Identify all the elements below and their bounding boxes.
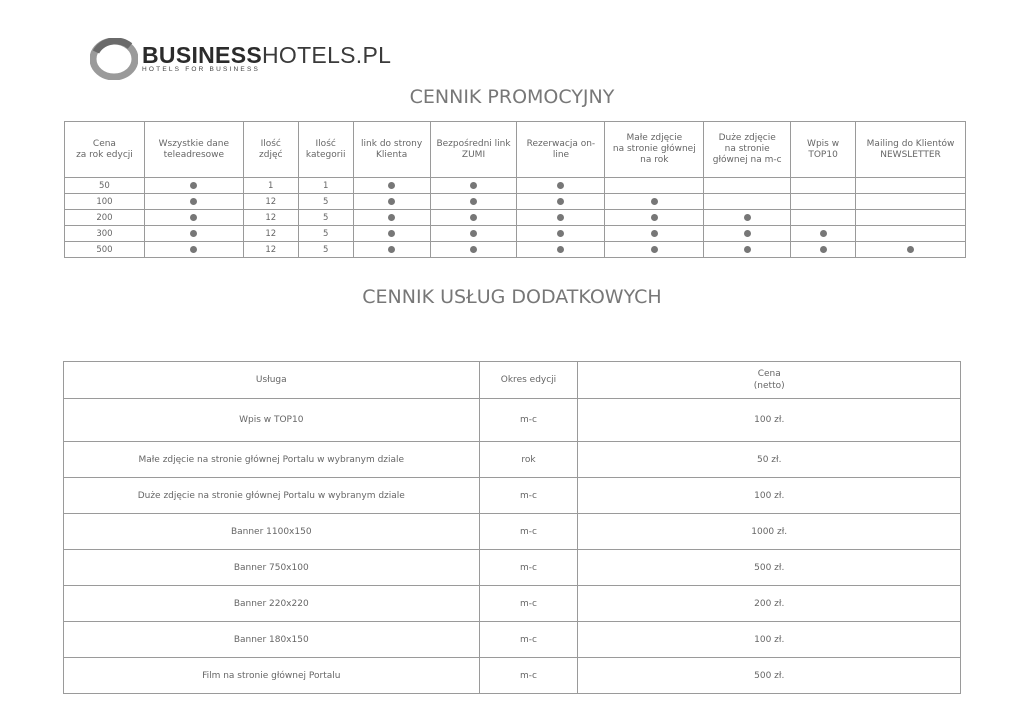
- service-row: [64, 586, 961, 622]
- promo-header-cell: [144, 122, 243, 178]
- promo-header-text: kategorii: [305, 149, 346, 160]
- promo-cell: [430, 226, 517, 242]
- included-dot-icon: [557, 214, 564, 221]
- promo-row: [65, 178, 966, 194]
- included-dot-icon: [470, 198, 477, 205]
- promo-cell: [353, 210, 430, 226]
- included-dot-icon: [190, 214, 197, 221]
- included-dot-icon: [190, 246, 197, 253]
- promo-header-text: na rok: [640, 155, 669, 165]
- promo-cell: [605, 178, 704, 194]
- promo-row: [65, 242, 966, 258]
- service-row: [64, 442, 961, 478]
- promo-cell: [704, 226, 791, 242]
- included-dot-icon: [190, 230, 197, 237]
- promo-header-cell: [605, 122, 704, 178]
- included-dot-icon: [470, 214, 477, 221]
- promo-header-text: Duże zdjęcie: [718, 133, 776, 143]
- promo-cell: [430, 210, 517, 226]
- promo-cell: [856, 242, 966, 258]
- promo-header-text: na stronie głównej: [612, 144, 696, 154]
- service-period-cell: m-c: [479, 586, 578, 622]
- promo-cell: [430, 242, 517, 258]
- service-row: [64, 550, 961, 586]
- promo-cell: [605, 226, 704, 242]
- promo-cell: [704, 210, 791, 226]
- extra-body: [64, 399, 961, 694]
- service-period-cell: m-c: [479, 399, 578, 442]
- included-dot-icon: [388, 182, 395, 189]
- promo-cell: [791, 194, 856, 210]
- promo-cell: 5: [298, 194, 353, 210]
- promo-header-text: ZUMI: [461, 149, 486, 160]
- service-period-cell: rok: [479, 442, 578, 478]
- included-dot-icon: [557, 182, 564, 189]
- promo-header-text: Małe zdjęcie: [626, 133, 683, 143]
- promo-cell: [430, 178, 517, 194]
- service-service-cell: Film na stronie głównej Portalu: [64, 658, 480, 694]
- promo-cell: 300: [65, 226, 145, 242]
- promo-header-cell: [517, 122, 605, 178]
- promo-cell: 100: [65, 194, 145, 210]
- promo-cell: 200: [65, 210, 145, 226]
- promo-header-text: zdjęć: [259, 149, 283, 160]
- included-dot-icon: [651, 230, 658, 237]
- promo-cell: [353, 194, 430, 210]
- included-dot-icon: [651, 214, 658, 221]
- included-dot-icon: [557, 246, 564, 253]
- service-period-cell: m-c: [479, 658, 578, 694]
- promo-cell: 5: [298, 242, 353, 258]
- service-price-cell: 100 zł.: [578, 478, 961, 514]
- promo-header-cell: [65, 122, 145, 178]
- promo-header-text: Wpis w: [807, 138, 840, 149]
- promo-header-cell: [704, 122, 791, 178]
- included-dot-icon: [388, 246, 395, 253]
- header-price: [578, 362, 961, 399]
- promo-cell: [704, 242, 791, 258]
- promo-row: [65, 210, 966, 226]
- promo-header-text: line: [552, 149, 570, 160]
- service-row: [64, 658, 961, 694]
- promo-cell: 5: [298, 226, 353, 242]
- promo-header-cell: [298, 122, 353, 178]
- promo-header-text: Mailing do Klientów: [866, 138, 955, 149]
- promo-cell: [856, 226, 966, 242]
- promo-cell: 12: [243, 194, 298, 210]
- service-period-cell: m-c: [479, 514, 578, 550]
- included-dot-icon: [190, 198, 197, 205]
- promo-cell: [517, 242, 605, 258]
- promo-cell: [144, 210, 243, 226]
- promo-cell: [144, 242, 243, 258]
- logo-ring-icon: [90, 38, 138, 80]
- logo-bold: BUSINESS: [142, 42, 262, 68]
- promo-cell: 50: [65, 178, 145, 194]
- service-row: [64, 478, 961, 514]
- included-dot-icon: [651, 246, 658, 253]
- service-price-cell: 50 zł.: [578, 442, 961, 478]
- promo-cell: 1: [243, 178, 298, 194]
- extra-services-table: [63, 361, 961, 694]
- promo-cell: [144, 194, 243, 210]
- service-period-cell: m-c: [479, 622, 578, 658]
- service-price-cell: 1000 zł.: [578, 514, 961, 550]
- service-price-cell: 100 zł.: [578, 622, 961, 658]
- included-dot-icon: [190, 182, 197, 189]
- promo-header-text: na stronie: [724, 144, 770, 154]
- service-row: [64, 514, 961, 550]
- promo-header-text: TOP10: [808, 149, 838, 160]
- promo-cell: 500: [65, 242, 145, 258]
- included-dot-icon: [744, 230, 751, 237]
- logo-regular: HOTELS.PL: [261, 42, 392, 68]
- promo-header-text: NEWSLETTER: [880, 149, 941, 160]
- promo-header-text: Ilość: [315, 138, 336, 149]
- promo-table: [64, 121, 966, 258]
- included-dot-icon: [388, 214, 395, 221]
- promo-cell: [791, 226, 856, 242]
- promo-cell: [704, 178, 791, 194]
- extra-header-row: [64, 362, 961, 399]
- promo-cell: [353, 242, 430, 258]
- promo-header-text: Ilość: [260, 138, 281, 149]
- service-row: [64, 622, 961, 658]
- header-price-line1: Cena: [757, 369, 781, 379]
- promo-cell: 5: [298, 210, 353, 226]
- service-price-cell: 100 zł.: [578, 399, 961, 442]
- logo: [90, 38, 410, 80]
- included-dot-icon: [907, 246, 914, 253]
- included-dot-icon: [820, 246, 827, 253]
- logo-tagline: HOTELS FOR BUSINESS: [142, 66, 261, 73]
- promo-cell: [605, 242, 704, 258]
- promo-header-text: głównej na m-c: [712, 155, 782, 165]
- promo-cell: [353, 178, 430, 194]
- service-service-cell: Banner 180x150: [64, 622, 480, 658]
- promo-cell: [704, 194, 791, 210]
- included-dot-icon: [470, 246, 477, 253]
- promo-cell: [353, 226, 430, 242]
- promo-header-cell: [791, 122, 856, 178]
- promo-cell: [430, 194, 517, 210]
- promo-header-text: Wszystkie dane: [158, 138, 230, 149]
- promo-cell: [856, 194, 966, 210]
- logo-wordmark: [142, 42, 391, 69]
- promo-header-cell: [353, 122, 430, 178]
- promo-header-text: link do strony: [361, 138, 423, 149]
- promo-cell: [517, 178, 605, 194]
- service-service-cell: Banner 750x100: [64, 550, 480, 586]
- service-service-cell: Duże zdjęcie na stronie głównej Portalu w wybranym dziale: [64, 478, 480, 514]
- promo-cell: 12: [243, 210, 298, 226]
- promo-cell: [791, 210, 856, 226]
- included-dot-icon: [388, 198, 395, 205]
- promo-header-row: [65, 122, 966, 178]
- promo-row: [65, 194, 966, 210]
- promo-cell: [605, 210, 704, 226]
- promo-cell: [144, 226, 243, 242]
- promo-body: [65, 178, 966, 258]
- promo-cell: [517, 194, 605, 210]
- service-service-cell: Banner 1100x150: [64, 514, 480, 550]
- service-service-cell: Banner 220x220: [64, 586, 480, 622]
- included-dot-icon: [820, 230, 827, 237]
- promo-header-cell: [856, 122, 966, 178]
- promo-header-cell: [430, 122, 517, 178]
- promo-cell: [517, 226, 605, 242]
- promo-cell: [791, 178, 856, 194]
- header-service: Usługa: [64, 362, 480, 399]
- promo-header-cell: [243, 122, 298, 178]
- service-service-cell: Wpis w TOP10: [64, 399, 480, 442]
- included-dot-icon: [651, 198, 658, 205]
- promo-header-text: Bezpośredni link: [436, 138, 511, 149]
- included-dot-icon: [744, 214, 751, 221]
- service-price-cell: 500 zł.: [578, 658, 961, 694]
- promo-header-text: Cena: [92, 138, 116, 149]
- service-price-cell: 200 zł.: [578, 586, 961, 622]
- promo-row: [65, 226, 966, 242]
- header-price-line2: (netto): [753, 381, 785, 391]
- promo-header-text: teleadresowe: [163, 149, 225, 160]
- promo-cell: [144, 178, 243, 194]
- service-service-cell: Małe zdjęcie na stronie głównej Portalu w wybranym dziale: [64, 442, 480, 478]
- included-dot-icon: [388, 230, 395, 237]
- promo-header-text: Rezerwacja on-: [526, 138, 596, 149]
- service-period-cell: m-c: [479, 550, 578, 586]
- promo-cell: [517, 210, 605, 226]
- promo-header-text: za rok edycji: [76, 149, 133, 160]
- promo-cell: [856, 210, 966, 226]
- promo-cell: [791, 242, 856, 258]
- included-dot-icon: [557, 230, 564, 237]
- included-dot-icon: [470, 182, 477, 189]
- included-dot-icon: [470, 230, 477, 237]
- promo-cell: 12: [243, 226, 298, 242]
- promo-header-text: Klienta: [376, 149, 408, 160]
- service-price-cell: 500 zł.: [578, 550, 961, 586]
- promo-cell: [605, 194, 704, 210]
- service-row: [64, 399, 961, 442]
- promo-title: CENNIK PROMOCYJNY: [409, 86, 615, 108]
- promo-cell: [856, 178, 966, 194]
- included-dot-icon: [557, 198, 564, 205]
- included-dot-icon: [744, 246, 751, 253]
- promo-cell: 1: [298, 178, 353, 194]
- promo-cell: 12: [243, 242, 298, 258]
- service-period-cell: m-c: [479, 478, 578, 514]
- header-period: Okres edycji: [479, 362, 578, 399]
- extra-title: CENNIK USŁUG DODATKOWYCH: [362, 286, 662, 308]
